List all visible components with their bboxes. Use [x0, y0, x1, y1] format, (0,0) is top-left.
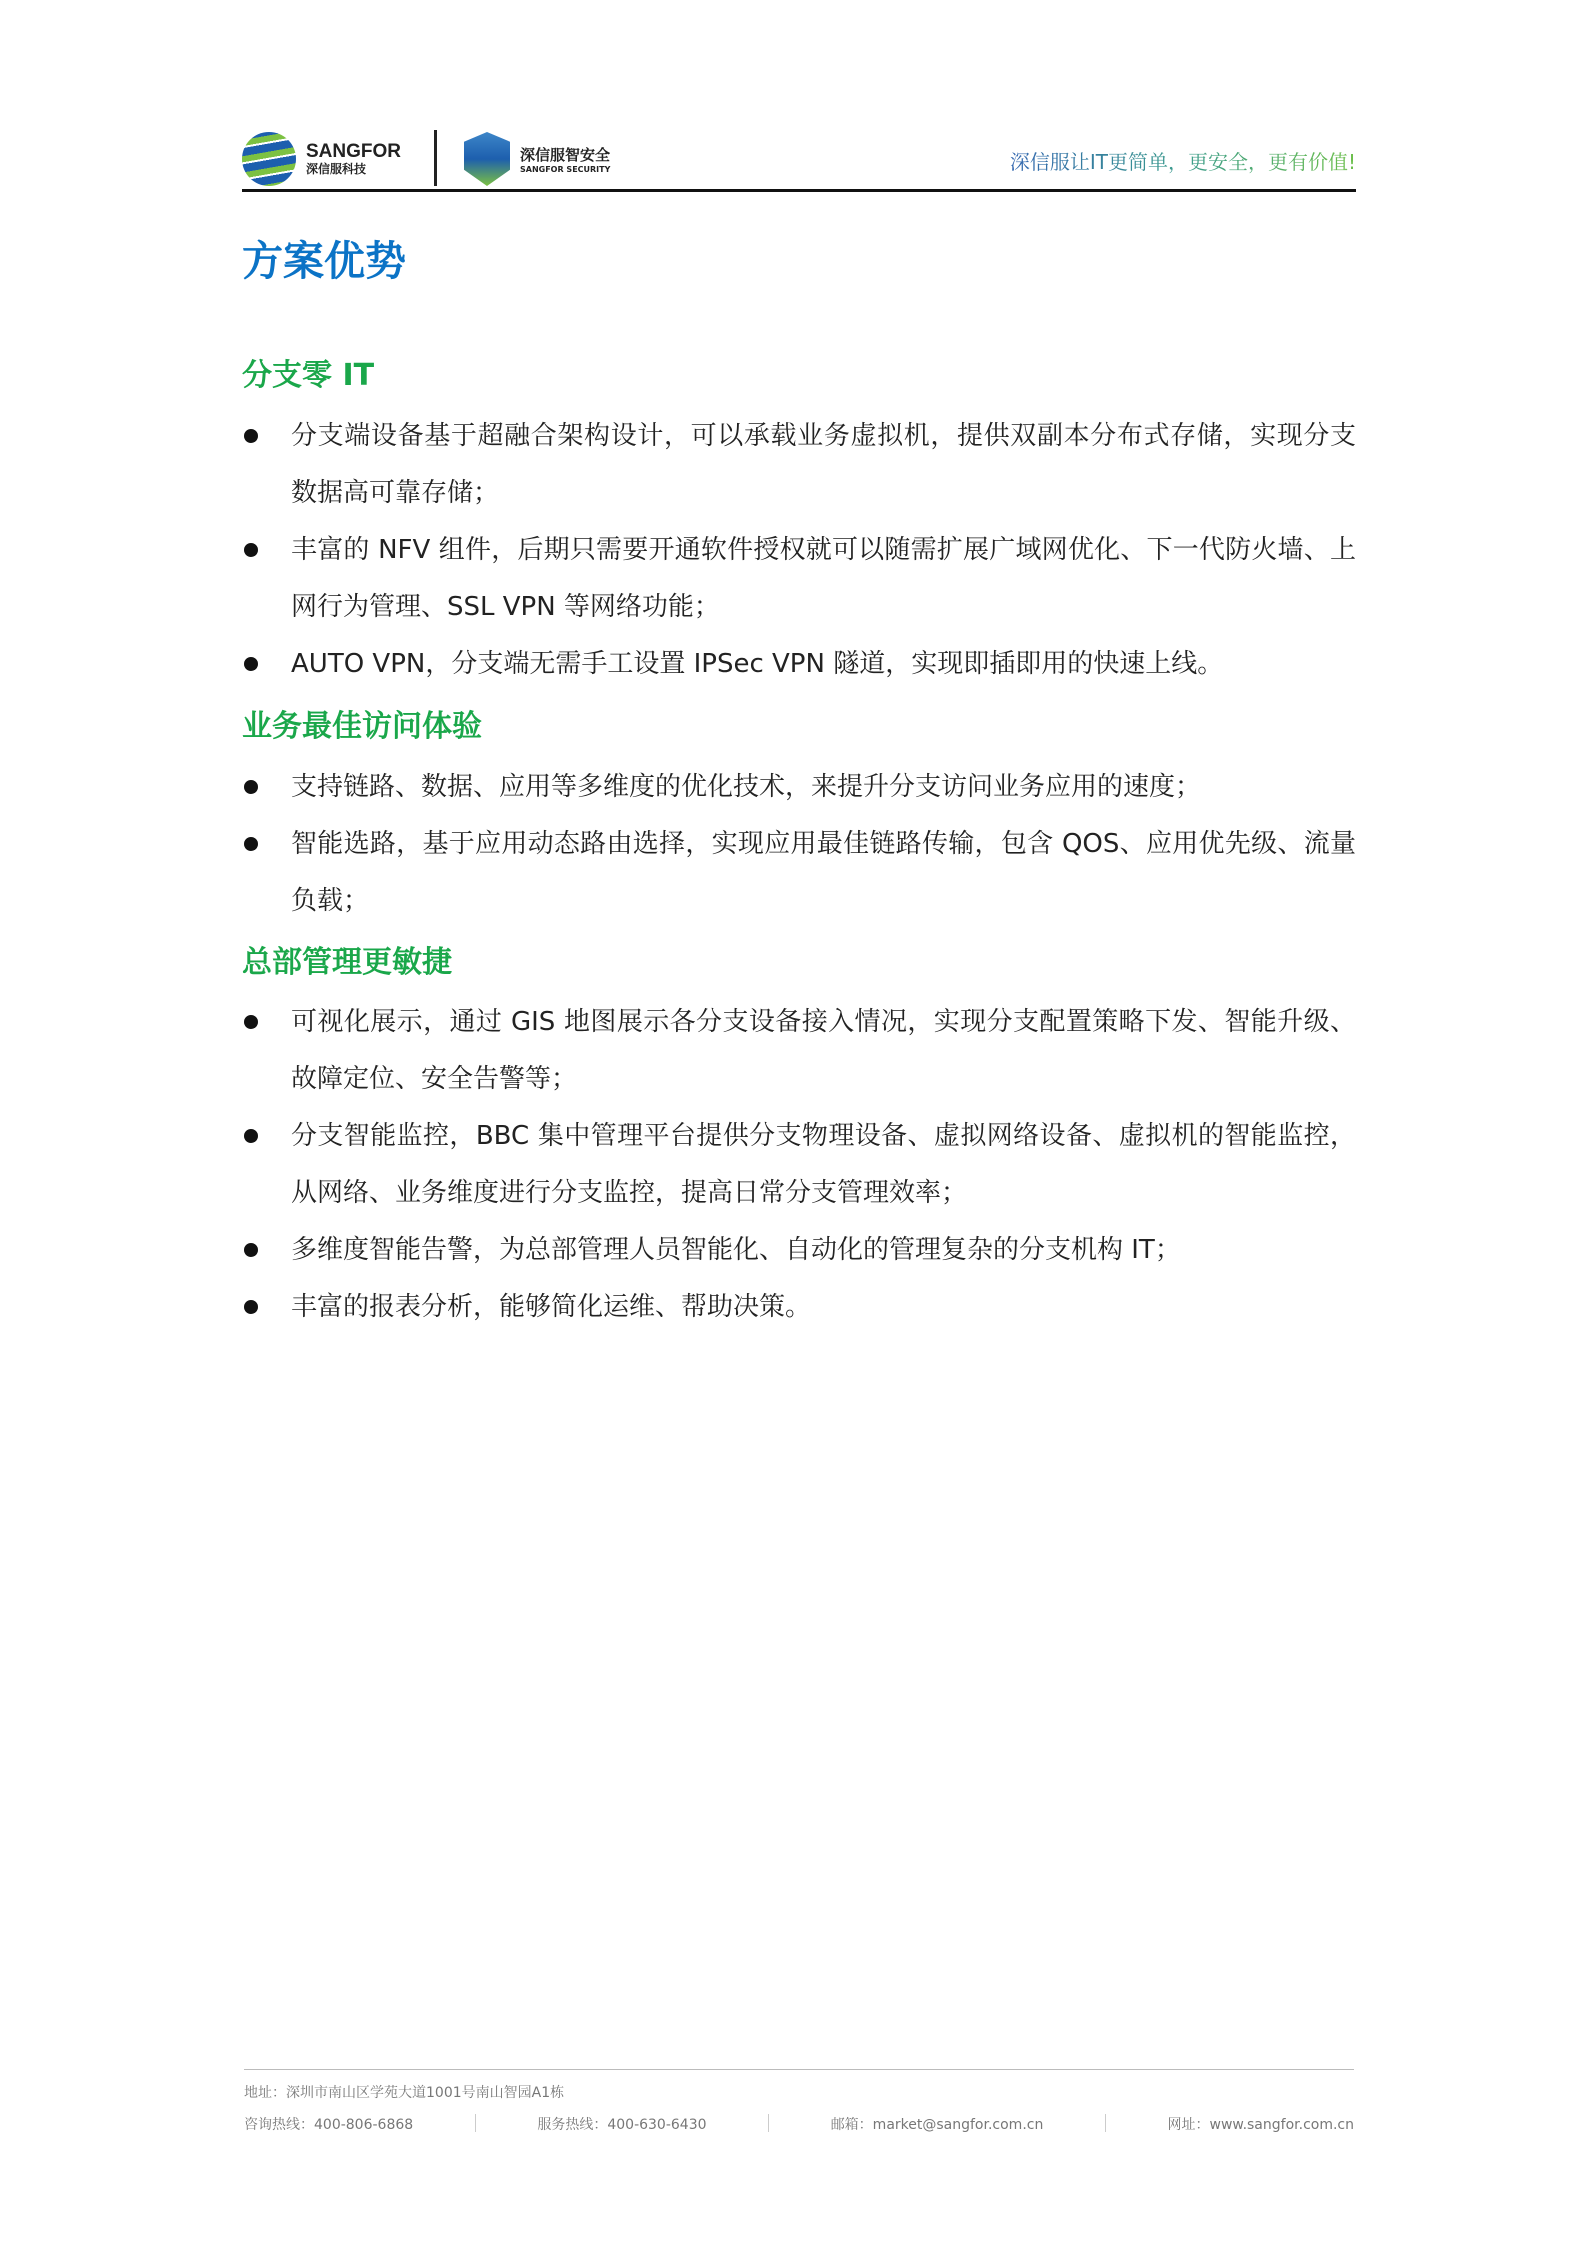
logo-cn: 深信服科技 — [306, 161, 367, 176]
divider — [475, 2114, 476, 2132]
logo2-en: SANGFOR SECURITY — [520, 165, 611, 174]
list-item: 可视化展示，通过 GIS 地图展示各分支设备接入情况，实现分支配置策略下发、智能升级、故障定位、安全告警等； — [242, 994, 1356, 1108]
sangfor-security-logo — [464, 132, 610, 186]
list-item: 分支端设备基于超融合架构设计，可以承载业务虚拟机，提供双副本分布式存储，实现分支数据高可靠存储； — [242, 408, 1356, 522]
section-heading: 分支零 IT — [242, 358, 375, 393]
shield-logo-icon — [464, 132, 510, 186]
page-header — [242, 128, 1356, 192]
list-item: 分支智能监控，BBC 集中管理平台提供分支物理设备、虚拟网络设备、虚拟机的智能监控，从网络、业务维度进行分支监控，提高日常分支管理效率； — [242, 1108, 1356, 1222]
footer-service: 服务热线：400-630-6430 — [537, 2117, 707, 2133]
divider — [768, 2114, 769, 2132]
footer-address: 地址：深圳市南山区学苑大道1001号南山智园A1栋 — [244, 2085, 565, 2101]
list-item: 丰富的报表分析，能够简化运维、帮助决策。 — [242, 1279, 1356, 1336]
footer-web: 网址：www.sangfor.com.cn — [1167, 2117, 1354, 2133]
section-branch-zero-it — [242, 348, 1356, 693]
list-item: 丰富的 NFV 组件，后期只需要开通软件授权就可以随需扩展广域网优化、下一代防火墙、上网行为管理、SSL VPN 等网络功能； — [242, 522, 1356, 636]
footer-email: 邮箱：market@sangfor.com.cn — [830, 2117, 1044, 2133]
section-best-access — [242, 699, 1356, 930]
section-heading: 总部管理更敏捷 — [242, 945, 452, 980]
list-item: 多维度智能告警，为总部管理人员智能化、自动化的管理复杂的分支机构 IT； — [242, 1222, 1356, 1279]
slogan: 深信服让IT更简单，更安全，更有价值! — [1010, 146, 1356, 175]
logo-en: SANGFOR — [306, 140, 401, 162]
list-item: 智能选路，基于应用动态路由选择，实现应用最佳链路传输，包含 QOS、应用优先级、流量负载； — [242, 816, 1356, 930]
footer-hotline: 咨询热线：400-806-6868 — [244, 2117, 414, 2133]
section-heading: 业务最佳访问体验 — [242, 709, 482, 744]
section-hq-management — [242, 935, 1356, 1336]
logo-divider — [434, 130, 437, 186]
globe-logo-icon — [242, 132, 296, 186]
page-footer — [244, 2069, 1354, 2134]
list-item: 支持链路、数据、应用等多维度的优化技术，来提升分支访问业务应用的速度； — [242, 759, 1356, 816]
page-title: 方案优势 — [242, 237, 406, 285]
list-item: AUTO VPN，分支端无需手工设置 IPSec VPN 隧道，实现即插即用的快速上线。 — [242, 636, 1356, 693]
logo2-cn: 深信服智安全 — [520, 146, 611, 164]
sangfor-logo — [242, 132, 401, 186]
divider — [1105, 2114, 1106, 2132]
